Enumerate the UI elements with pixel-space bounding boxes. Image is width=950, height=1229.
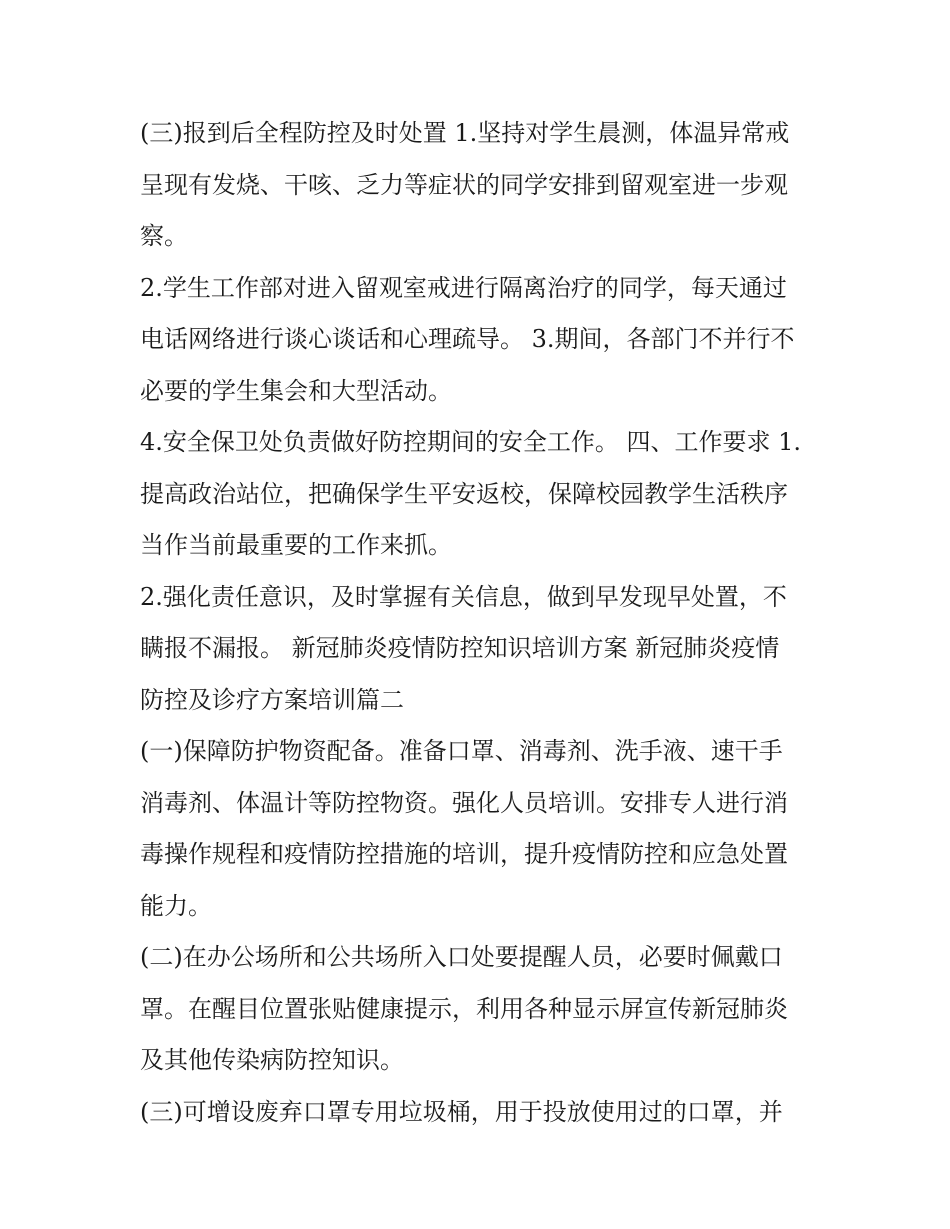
paragraph: [140, 108, 820, 263]
paragraph: [140, 572, 820, 727]
paragraph: [140, 263, 820, 418]
paragraph: [140, 1087, 820, 1139]
text-line: 2.学生工作部对进入留观室戒进行隔离治疗的同学，每天通过: [140, 273, 787, 302]
paragraph: [140, 417, 820, 572]
text-line: 及其他传染病防控知识。: [140, 1046, 404, 1074]
text-line: 消毒剂、体温计等防控物资。强化人员培训。安排专人进行消: [140, 788, 788, 817]
paragraph: [140, 932, 820, 1087]
text-line: 能力。: [140, 891, 212, 920]
paragraph: [140, 726, 820, 932]
text-line: 电话网络进行谈心谈话和心理疏导。 3.期间，各部门不并行不: [140, 325, 795, 353]
text-line: 提高政治站位，把确保学生平安返校，保障校园教学生活秩序: [140, 479, 788, 508]
text-line: 当作当前最重要的工作来抓。: [140, 531, 452, 559]
text-line: 2.强化责任意识，及时掌握有关信息，做到早发现早处置，不: [140, 582, 787, 611]
text-line: 防控及诊疗方案培训篇二: [140, 685, 404, 714]
text-line: 毒操作规程和疫情防控措施的培训，提升疫情防控和应急处置: [140, 840, 788, 868]
text-line: 必要的学生集会和大型活动。: [140, 376, 452, 405]
text-line: 呈现有发烧、干咳、乏力等症状的同学安排到留观室进一步观: [140, 170, 788, 199]
text-line: (二)在办公场所和公共场所入口处要提醒人员，必要时佩戴口: [140, 943, 783, 971]
document-body: [140, 108, 820, 1138]
text-line: 4.安全保卫处负责做好防控期间的安全工作。 四、工作要求 1.: [140, 428, 802, 456]
text-line: (三)报到后全程防控及时处置 1.坚持对学生晨测，体温异常戒: [140, 119, 790, 147]
text-line: (三)可增设废弃口罩专用垃圾桶，用于投放使用过的口罩，并: [140, 1097, 783, 1126]
text-line: 察。: [140, 222, 188, 250]
text-line: 瞒报不漏报。 新冠肺炎疫情防控知识培训方案 新冠肺炎疫情: [140, 634, 780, 662]
text-line: (一)保障防护物资配备。准备口罩、消毒剂、洗手液、速干手: [140, 737, 783, 765]
text-line: 罩。在醒目位置张贴健康提示，利用各种显示屏宣传新冠肺炎: [140, 994, 788, 1023]
